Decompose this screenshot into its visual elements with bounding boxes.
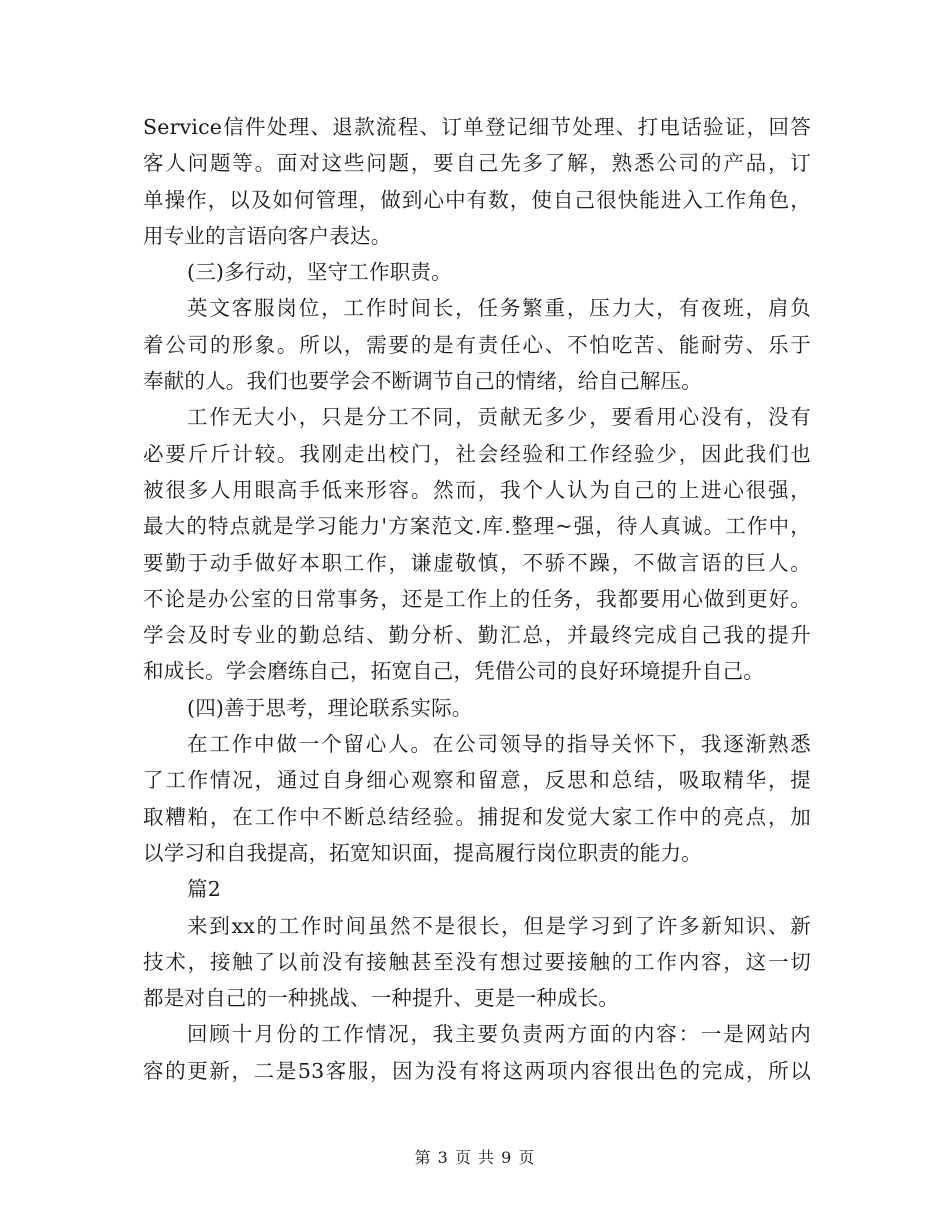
text-line: 单操作，以及如何管理，做到心中有数，使自己很快能进入工作角色， — [143, 187, 811, 212]
text-line: 了工作情况，通过自身细心观察和留意，反思和总结，吸取精华，提 — [143, 768, 811, 793]
section-heading-4: (四)善于思考，理论联系实际。 — [187, 695, 473, 720]
text-line: 回顾十月份的工作情况，我主要负责两方面的内容：一是网站内 — [187, 1022, 811, 1047]
text-line: 最大的特点就是学习能力'方案范文.库.整理~强，待人真诚。工作中， — [143, 514, 811, 539]
text-line: 取糟粕，在工作中不断总结经验。捕捉和发觉大家工作中的亮点，加 — [143, 804, 811, 829]
text-line: 要勤于动手做好本职工作，谦虚敬慎，不骄不躁，不做言语的巨人。 — [143, 550, 811, 575]
text-line: 来到xx的工作时间虽然不是很长，但是学习到了许多新知识、新 — [187, 913, 811, 938]
text-line: Service信件处理、退款流程、订单登记细节处理、打电话验证，回答 — [143, 115, 811, 139]
text-line: 以学习和自我提高，拓宽知识面，提高履行岗位职责的能力。 — [143, 840, 702, 865]
text-line: 在工作中做一个留心人。在公司领导的指导关怀下，我逐渐熟悉 — [187, 732, 811, 757]
text-line: 用专业的言语向客户表达。 — [143, 223, 392, 248]
chapter-heading: 篇2 — [187, 877, 221, 902]
text-line: 奉献的人。我们也要学会不断调节自己的情绪，给自己解压。 — [143, 369, 702, 394]
text-line: 技术，接触了以前没有接触甚至没有想过要接触的工作内容，这一切 — [143, 949, 811, 974]
text-line: 工作无大小，只是分工不同，贡献无多少，要看用心没有，没有 — [187, 405, 811, 430]
section-heading-3: (三)多行动，坚守工作职责。 — [187, 260, 452, 285]
text-line: 都是对自己的一种挑战、一种提升、更是一种成长。 — [143, 986, 620, 1011]
page-footer: 第 3 页 共 9 页 — [414, 1148, 536, 1167]
text-line: 学会及时专业的勤总结、勤分析、勤汇总，并最终完成自己我的提升 — [143, 623, 811, 648]
text-line: 着公司的形象。所以，需要的是有责任心、不怕吃苦、能耐劳、乐于 — [143, 332, 811, 357]
text-line: 不论是办公室的日常事务，还是工作上的任务，我都要用心做到更好。 — [143, 586, 811, 611]
text-line: 必要斤斤计较。我刚走出校门，社会经验和工作经验少，因此我们也 — [143, 441, 811, 466]
text-line: 和成长。学会磨练自己，拓宽自己，凭借公司的良好环境提升自己。 — [143, 659, 764, 684]
text-line: 英文客服岗位，工作时间长，任务繁重，压力大，有夜班，肩负 — [187, 296, 811, 321]
text-line: 容的更新，二是53客服，因为没有将这两项内容很出色的完成，所以 — [143, 1058, 811, 1083]
text-line: 客人问题等。面对这些问题，要自己先多了解，熟悉公司的产品，订 — [143, 151, 811, 176]
document-body — [143, 109, 811, 1089]
text-line: 被很多人用眼高手低来形容。然而，我个人认为自己的上进心很强， — [143, 477, 811, 502]
